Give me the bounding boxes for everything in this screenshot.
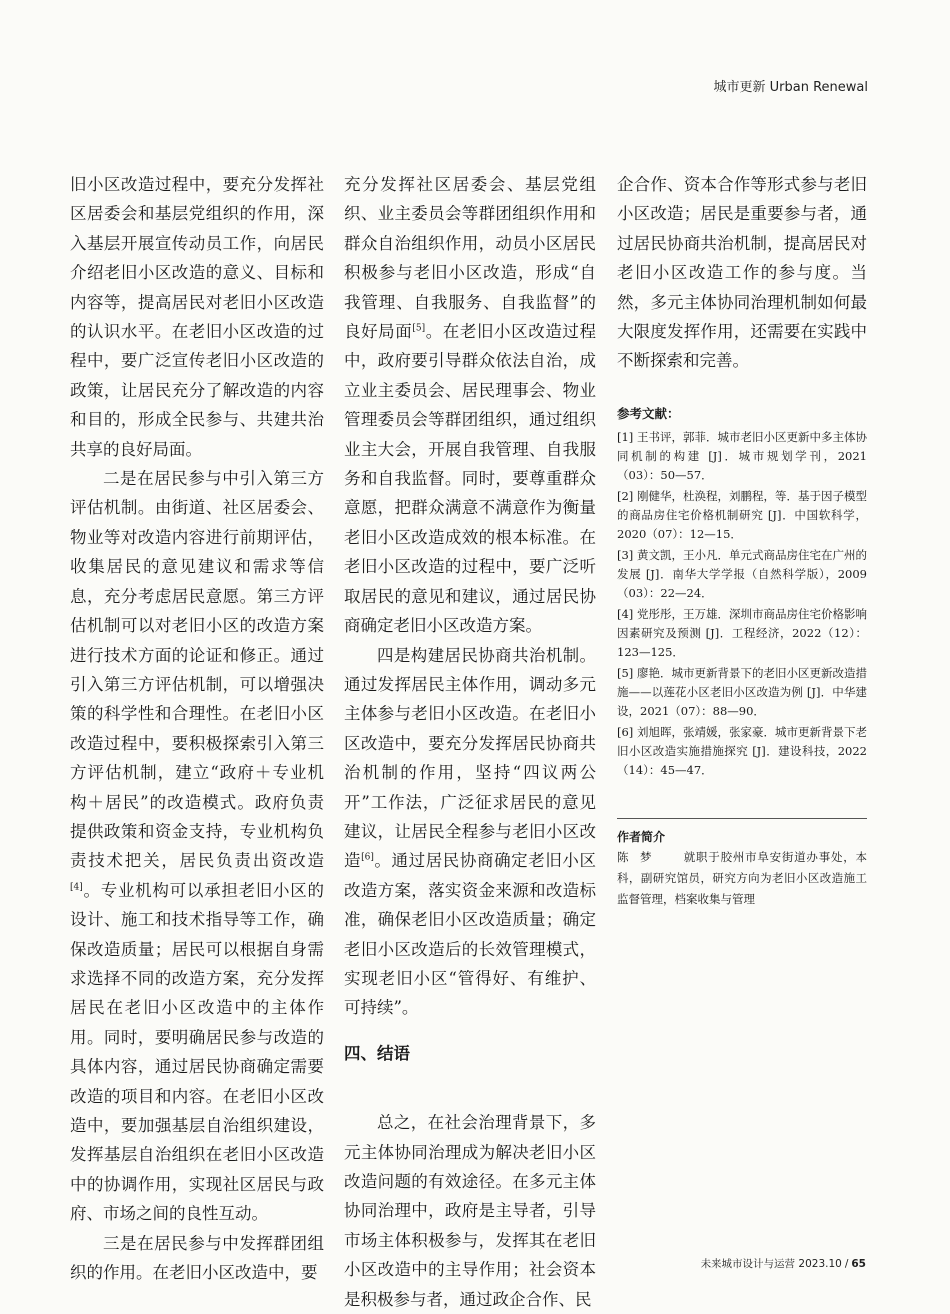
paragraph: 四是构建居民协商共治机制。通过发挥居民主体作用，调动多元主体参与老旧小区改造。在老旧小区改造中，要充分发挥居民协商共治机制的作用，坚持“四议两公开”工作法，广泛征求居民的意见建议，让居民全程参与老旧小区改造[6]。通过居民协商确定老旧小区改造方案，落实资金来源和改造标准，确保老旧小区改造质量；确定老旧小区改造后的长效管理模式，实现老旧小区“管得好、有维护、可持续”。 <box>344 645 597 1018</box>
author-bio-text: 就职于胶州市阜安街道办事处，本科，副研究馆员，研究方向为老旧小区改造施工监督管理，档案收集与管理 <box>617 849 867 906</box>
references-list <box>617 428 867 780</box>
reference-item: [5] 廖艳．城市更新背景下的老旧小区更新改造措施——以莲花小区老旧小区改造为例 [J]．中华建设，2021（07）：88—90． <box>617 665 867 718</box>
journal-name: 未来城市设计与运营 <box>700 1258 796 1270</box>
paragraph: 三是在居民参与中发挥群团组织的作用。在老旧小区改造中，要 <box>70 1233 324 1283</box>
references-title: 参考文献： <box>617 405 680 421</box>
paragraph: 二是在居民参与中引入第三方评估机制。由街道、社区居委会、物业等对改造内容进行前期评估，收集居民的意见建议和需求等信息，充分考虑居民意愿。第三方评估机制可以对老旧小区的改造方案进行技术方面的论证和修正。通过引入第三方评估机制，可以增强决策的科学性和合理性。在老旧小区改造过程中，要积极探索引入第三方评估机制，建立“政府＋专业机构＋居民”的改造模式。政府负责提供政策和资金支持，专业机构负责技术把关，居民负责出资改造[4]。专业机构可以承担老旧小区的设计、施工和技术指导等工作，确保改造质量；居民可以根据自身需求选择不同的改造方案，充分发挥居民在老旧小区改造中的主体作用。同时，要明确居民参与改造的具体内容，通过居民协商确定需要改造的项目和内容。在老旧小区改造中，要加强基层自治组织建设，发挥基层自治组织在老旧小区改造中的协调作用，实现社区居民与政府、市场之间的良性互动。 <box>70 469 325 1224</box>
author-bio <box>617 847 867 910</box>
reference-item: [4] 党彤彤，王万雄．深圳市商品房住宅价格影响因素研究及预测 [J]．工程经济，2022（12）：123—125． <box>617 606 867 659</box>
reference-item: [2] 刚健华，杜涣程，刘鹏程，等．基于因子模型的商品房住宅价格机制研究 [J]．中国软科学，2020（07）：12—15． <box>617 488 867 541</box>
reference-item: [1] 王书评，郭菲．城市老旧小区更新中多主体协同机制的构建 [J]．城市规划学刊，2021（03）：50—57． <box>617 429 867 482</box>
paragraph-text: 充分发挥社区居委会、基层党组织、业主委员会等群团组织作用和群众自治组织作用，动员小区居民积极参与老旧小区改造，形成“自我管理、自我服务、自我监督”的良好局面 <box>344 175 596 342</box>
page-number: 65 <box>851 1258 866 1270</box>
text-column-1 <box>70 170 324 1287</box>
divider <box>617 818 867 819</box>
citation-6: [6] <box>361 852 374 863</box>
paragraph-text: 通过居民协商确定老旧小区改造方案，落实资金来源和改造标准，确保老旧小区改造质量；确定老旧小区改造后的长效管理模式，实现老旧小区“管得好、有维护、可持续”。 <box>344 851 597 1018</box>
paragraph: 总之，在社会治理背景下，多元主体协同治理成为解决老旧小区改造问题的有效途径。在多元主体协同治理中，政府是主导者，引导市场主体积极参与，发挥其在老旧小区改造中的主导作用；社会资本是积极参与者，通过政企合作、民 <box>344 1113 596 1309</box>
author-title: 作者简介 <box>617 829 666 844</box>
running-header: 城市更新 Urban Renewal <box>713 80 868 95</box>
paragraph-text: 二是在居民参与中引入第三方评估机制。由街道、社区居委会、物业等对改造内容进行前期评估，收集居民的意见建议和需求等信息，充分考虑居民意愿。第三方评估机制可以对老旧小区的改造方案进行技术方面的论证和修正。通过引入第三方评估机制，可以增强决策的科学性和合理性。在老旧小区改造过程中，要积极探索引入第三方评估机制，建立“政府＋专业机构＋居民”的改造模式。政府负责提供政策和资金支持，专业机构负责技术把关，居民负责出资改造 <box>70 469 324 871</box>
paragraph: 企合作、资本合作等形式参与老旧小区改造；居民是重要参与者，通过居民协商共治机制，提高居民对老旧小区改造工作的参与度。当然，多元主体协同治理机制如何最大限度发挥作用，还需要在实践中不断探索和完善。 <box>617 175 867 371</box>
citation-4: [4] <box>70 882 83 893</box>
paragraph-text: 专业机构可以承担老旧小区的设计、施工和技术指导等工作，确保改造质量；居民可以根据自身需求选择不同的改造方案，充分发挥居民在老旧小区改造中的主体作用。同时，要明确居民参与改造的具体内容，通过居民协商确定需要改造的项目和内容。在老旧小区改造中，要加强基层自治组织建设，发挥基层自治组织在老旧小区改造中的协调作用，实现社区居民与政府、市场之间的良性互动。 <box>70 880 325 1224</box>
paragraph-text: 四是构建居民协商共治机制。通过发挥居民主体作用，调动多元主体参与老旧小区改造。在老旧小区改造中，要充分发挥居民协商共治机制的作用，坚持“四议两公开”工作法，广泛征求居民的意见建议，让居民全程参与老旧小区改造 <box>344 645 596 871</box>
page-footer: 未来城市设计与运营 2023.10 / 65 <box>700 1258 866 1270</box>
text-column-2 <box>344 170 596 1314</box>
author-name: 陈 梦 <box>617 849 652 864</box>
citation-5: [5] <box>412 323 426 334</box>
reference-item: [6] 刘旭晖，张靖媛，张家豪．城市更新背景下老旧小区改造实施措施探究 [J]．建设科技，2022（14）：45—47． <box>617 724 867 777</box>
issue-date: 2023.10 <box>798 1258 842 1270</box>
paragraph: 旧小区改造过程中，要充分发挥社区居委会和基层党组织的作用，深入基层开展宣传动员工作，向居民介绍老旧小区改造的意义、目标和内容等，提高居民对老旧小区改造的认识水平。在老旧小区改造的过程中，要广泛宣传老旧小区改造的政策，让居民充分了解改造的内容和目的，形成全民参与、共建共治共享的良好局面。 <box>70 175 324 459</box>
paragraph-text: 。在老旧小区改造过程中，政府要引导群众依法自治，成立业主委员会、居民理事会、物业管理委员会等群团组织，通过组织业主大会，开展自我管理、自我服务和自我监督。同时，要尊重群众意愿，把群众满意不满意作为衡量老旧小区改造成效的根本标准。在老旧小区改造的过程中，要广泛听取居民的意见和建议，通过居民协商确定老旧小区改造方案。 <box>344 322 597 636</box>
section-heading: 四、结语 <box>344 1043 410 1063</box>
text-column-3 <box>617 170 867 910</box>
paragraph <box>344 170 596 641</box>
reference-item: [3] 黄文凯，王小凡．单元式商品房住宅在广州的发展 [J]．南华大学学报（自然科学版），2009（03）：22—24． <box>617 547 867 600</box>
